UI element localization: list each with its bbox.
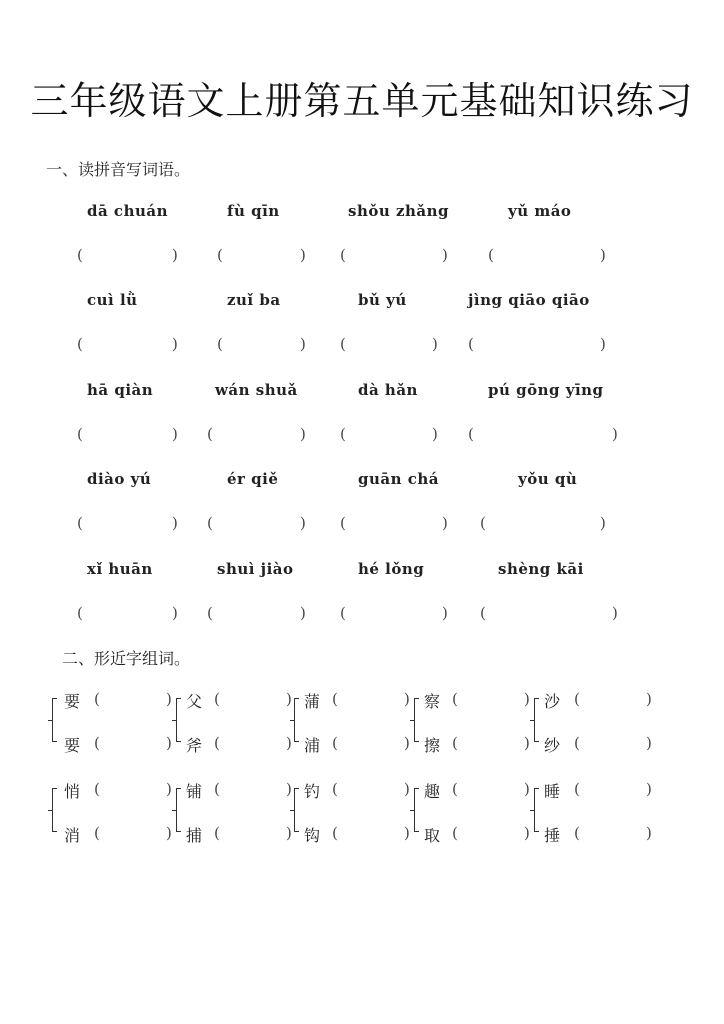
word-answer-blank[interactable] [452, 780, 534, 800]
word-answer-blank[interactable] [574, 824, 656, 844]
answer-blank[interactable] [207, 425, 310, 445]
pinyin-prompt: guān chá [358, 470, 439, 488]
similar-character: 要 [64, 692, 81, 711]
close-paren: ) [646, 690, 652, 708]
pinyin-prompt: zuǐ ba [227, 291, 281, 309]
close-paren: ) [646, 734, 652, 752]
word-answer-blank[interactable] [452, 824, 534, 844]
open-paren: ( [452, 780, 458, 798]
open-paren: ( [340, 425, 346, 443]
brace-icon [52, 698, 61, 742]
brace-icon [176, 698, 185, 742]
brace-icon [534, 788, 543, 832]
section-1-heading: 一、读拼音写词语。 [46, 160, 191, 179]
answer-blank[interactable] [340, 335, 442, 355]
answer-blank[interactable] [77, 425, 182, 445]
close-paren: ) [286, 824, 292, 842]
open-paren: ( [332, 734, 338, 752]
close-paren: ) [172, 514, 178, 532]
pinyin-prompt: hé lǒng [358, 560, 425, 578]
section-2-heading: 二、形近字组词。 [62, 649, 191, 668]
answer-blank[interactable] [468, 425, 622, 445]
similar-character: 斧 [186, 736, 203, 755]
open-paren: ( [77, 604, 83, 622]
close-paren: ) [172, 425, 178, 443]
close-paren: ) [300, 514, 306, 532]
close-paren: ) [300, 425, 306, 443]
similar-character: 捶 [544, 826, 561, 845]
close-paren: ) [432, 335, 438, 353]
pinyin-prompt: fù qīn [227, 202, 280, 220]
pinyin-prompt: diào yú [87, 470, 152, 488]
similar-character: 纱 [544, 736, 561, 755]
answer-blank[interactable] [217, 246, 310, 266]
similar-character: 蒲 [304, 692, 321, 711]
open-paren: ( [77, 335, 83, 353]
word-answer-blank[interactable] [214, 734, 296, 754]
word-answer-blank[interactable] [574, 734, 656, 754]
open-paren: ( [332, 690, 338, 708]
close-paren: ) [600, 246, 606, 264]
word-answer-blank[interactable] [332, 690, 414, 710]
open-paren: ( [480, 604, 486, 622]
answer-blank[interactable] [340, 425, 442, 445]
answer-blank[interactable] [468, 335, 610, 355]
similar-character: 取 [424, 826, 441, 845]
brace-icon [294, 788, 303, 832]
close-paren: ) [524, 690, 530, 708]
close-paren: ) [404, 780, 410, 798]
word-answer-blank[interactable] [214, 780, 296, 800]
pinyin-prompt: jìng qiāo qiāo [468, 291, 590, 309]
brace-icon [176, 788, 185, 832]
open-paren: ( [452, 734, 458, 752]
answer-blank[interactable] [488, 246, 610, 266]
word-answer-blank[interactable] [94, 824, 176, 844]
pinyin-prompt: ér qiě [227, 470, 279, 488]
answer-blank[interactable] [217, 335, 310, 355]
open-paren: ( [468, 335, 474, 353]
open-paren: ( [207, 425, 213, 443]
open-paren: ( [207, 514, 213, 532]
open-paren: ( [77, 514, 83, 532]
close-paren: ) [300, 604, 306, 622]
brace-icon [414, 788, 423, 832]
similar-character: 悄 [64, 782, 81, 801]
similar-character: 钩 [304, 826, 321, 845]
close-paren: ) [166, 734, 172, 752]
open-paren: ( [340, 246, 346, 264]
close-paren: ) [646, 780, 652, 798]
word-answer-blank[interactable] [452, 690, 534, 710]
close-paren: ) [442, 246, 448, 264]
close-paren: ) [612, 604, 618, 622]
word-answer-blank[interactable] [452, 734, 534, 754]
open-paren: ( [94, 780, 100, 798]
pinyin-prompt: xǐ huān [87, 560, 153, 578]
close-paren: ) [432, 425, 438, 443]
pinyin-prompt: shǒu zhǎng [348, 202, 450, 220]
close-paren: ) [600, 514, 606, 532]
pinyin-prompt: bǔ yú [358, 291, 407, 309]
answer-blank[interactable] [207, 604, 310, 624]
close-paren: ) [612, 425, 618, 443]
pinyin-prompt: shèng kāi [498, 560, 584, 578]
brace-icon [52, 788, 61, 832]
brace-icon [294, 698, 303, 742]
open-paren: ( [480, 514, 486, 532]
word-answer-blank[interactable] [574, 780, 656, 800]
pinyin-prompt: dā chuán [87, 202, 168, 220]
similar-character: 察 [424, 692, 441, 711]
close-paren: ) [286, 734, 292, 752]
page-title: 三年级语文上册第五单元基础知识练习 [30, 79, 694, 123]
close-paren: ) [166, 780, 172, 798]
similar-character: 父 [186, 692, 203, 711]
open-paren: ( [332, 824, 338, 842]
close-paren: ) [600, 335, 606, 353]
close-paren: ) [524, 734, 530, 752]
close-paren: ) [524, 824, 530, 842]
close-paren: ) [442, 604, 448, 622]
open-paren: ( [452, 824, 458, 842]
similar-character: 浦 [304, 736, 321, 755]
word-answer-blank[interactable] [94, 690, 176, 710]
open-paren: ( [94, 824, 100, 842]
open-paren: ( [488, 246, 494, 264]
brace-icon [534, 698, 543, 742]
open-paren: ( [214, 734, 220, 752]
close-paren: ) [172, 604, 178, 622]
similar-character: 消 [64, 826, 81, 845]
similar-character: 趣 [424, 782, 441, 801]
open-paren: ( [574, 690, 580, 708]
similar-character: 捕 [186, 826, 203, 845]
pinyin-prompt: dà hǎn [358, 381, 418, 399]
open-paren: ( [214, 780, 220, 798]
answer-blank[interactable] [207, 514, 310, 534]
close-paren: ) [404, 734, 410, 752]
open-paren: ( [217, 335, 223, 353]
close-paren: ) [286, 690, 292, 708]
word-answer-blank[interactable] [94, 780, 176, 800]
similar-character: 沙 [544, 692, 561, 711]
open-paren: ( [340, 604, 346, 622]
pinyin-prompt: pú gōng yīng [488, 381, 604, 399]
pinyin-prompt: shuì jiào [217, 560, 294, 578]
close-paren: ) [300, 335, 306, 353]
word-answer-blank[interactable] [332, 780, 414, 800]
open-paren: ( [214, 690, 220, 708]
similar-character: 睡 [544, 782, 561, 801]
answer-blank[interactable] [340, 604, 452, 624]
open-paren: ( [214, 824, 220, 842]
close-paren: ) [286, 780, 292, 798]
word-answer-blank[interactable] [214, 690, 296, 710]
word-answer-blank[interactable] [94, 734, 176, 754]
answer-blank[interactable] [77, 246, 182, 266]
open-paren: ( [207, 604, 213, 622]
close-paren: ) [300, 246, 306, 264]
pinyin-prompt: yǒu qù [518, 470, 578, 488]
answer-blank[interactable] [77, 514, 182, 534]
pinyin-prompt: wán shuǎ [215, 381, 298, 399]
open-paren: ( [77, 425, 83, 443]
open-paren: ( [574, 824, 580, 842]
similar-character: 钓 [304, 782, 321, 801]
open-paren: ( [452, 690, 458, 708]
close-paren: ) [172, 246, 178, 264]
open-paren: ( [340, 514, 346, 532]
open-paren: ( [340, 335, 346, 353]
close-paren: ) [404, 690, 410, 708]
open-paren: ( [77, 246, 83, 264]
open-paren: ( [574, 734, 580, 752]
open-paren: ( [94, 690, 100, 708]
open-paren: ( [217, 246, 223, 264]
answer-blank[interactable] [77, 335, 182, 355]
answer-blank[interactable] [340, 246, 452, 266]
open-paren: ( [332, 780, 338, 798]
answer-blank[interactable] [77, 604, 182, 624]
similar-character: 要 [64, 736, 81, 755]
open-paren: ( [94, 734, 100, 752]
similar-character: 铺 [186, 782, 203, 801]
word-answer-blank[interactable] [332, 734, 414, 754]
word-answer-blank[interactable] [332, 824, 414, 844]
answer-blank[interactable] [480, 604, 622, 624]
close-paren: ) [166, 690, 172, 708]
answer-blank[interactable] [340, 514, 452, 534]
close-paren: ) [166, 824, 172, 842]
word-answer-blank[interactable] [214, 824, 296, 844]
brace-icon [414, 698, 423, 742]
answer-blank[interactable] [480, 514, 610, 534]
word-answer-blank[interactable] [574, 690, 656, 710]
pinyin-prompt: hā qiàn [87, 381, 154, 399]
open-paren: ( [574, 780, 580, 798]
similar-character: 擦 [424, 736, 441, 755]
close-paren: ) [442, 514, 448, 532]
open-paren: ( [468, 425, 474, 443]
close-paren: ) [646, 824, 652, 842]
close-paren: ) [524, 780, 530, 798]
close-paren: ) [404, 824, 410, 842]
close-paren: ) [172, 335, 178, 353]
pinyin-prompt: cuì lǜ [87, 291, 138, 309]
pinyin-prompt: yǔ máo [508, 202, 572, 220]
